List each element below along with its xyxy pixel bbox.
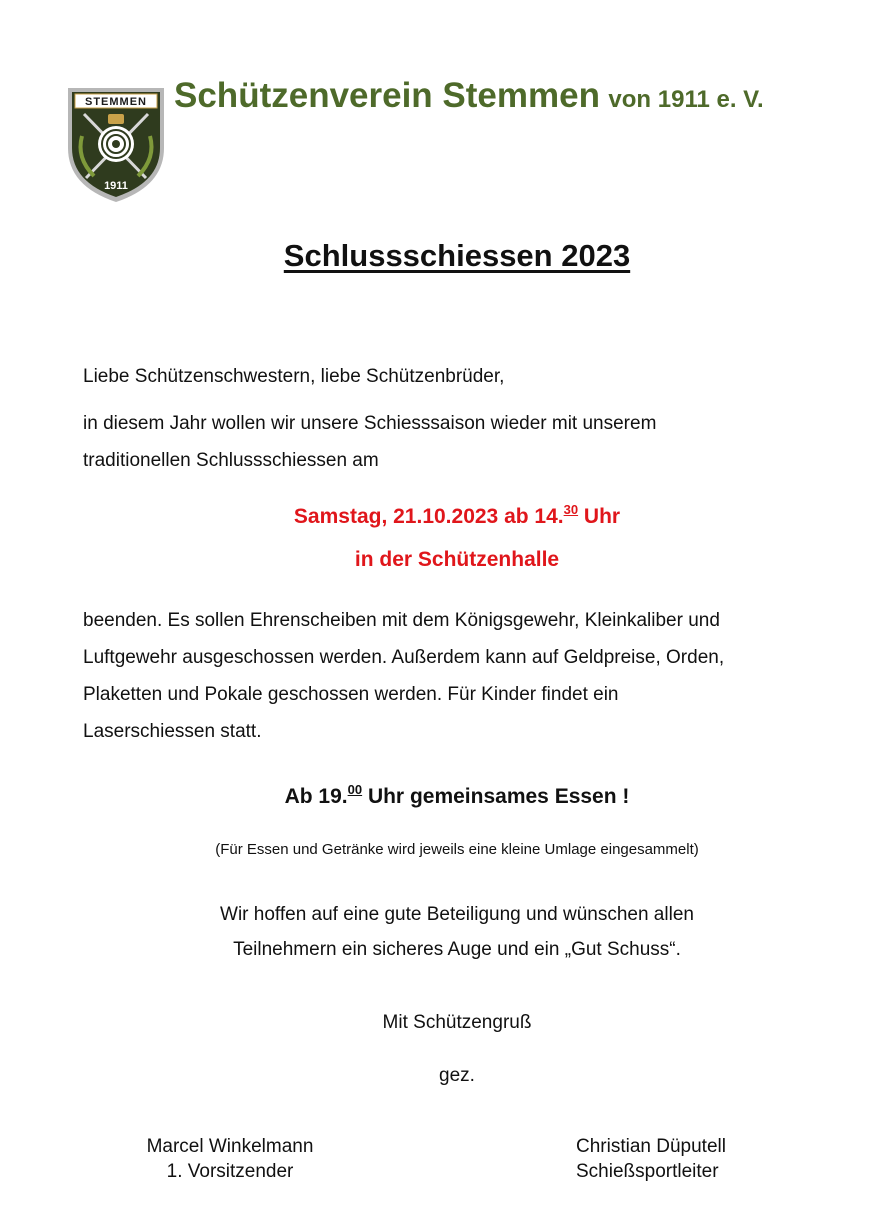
details-line: Laserschiessen statt.: [83, 721, 262, 742]
event-place: in der Schützenhalle: [354, 548, 560, 571]
club-name: [174, 76, 764, 116]
signature-role: Schießsportleiter: [576, 1161, 719, 1182]
signature-name: Christian Düputell: [576, 1136, 726, 1157]
wish-paragraph: [0, 897, 884, 967]
logo-top-text: STEMMEN: [85, 96, 147, 108]
event-time-suffix: Uhr: [578, 505, 621, 528]
cost-note: (Für Essen und Getränke wird jeweils eine kleine Umlage eingesammelt): [215, 841, 699, 858]
wish-line: Teilnehmern ein sicheres Auge und ein „Gut Schuss“.: [233, 939, 681, 960]
signature-name: Marcel Winkelmann: [146, 1136, 314, 1157]
signed-marker: gez.: [439, 1065, 475, 1086]
details-line: Plaketten und Pokale geschossen werden. Für Kinder findet ein: [83, 684, 619, 705]
club-logo: [66, 86, 166, 204]
club-name-suffix: von 1911 e. V.: [608, 86, 764, 113]
intro-line: in diesem Jahr wollen wir unsere Schiesssaison wieder mit unserem: [83, 413, 657, 434]
details-line: beenden. Es sollen Ehrenscheiben mit dem Königsgewehr, Kleinkaliber und: [83, 610, 720, 631]
dinner-announcement: [0, 782, 884, 809]
page-title: Schlussschiessen 2023: [283, 238, 631, 273]
details-line: Luftgewehr ausgeschossen werden. Außerdem kann auf Geldpreise, Orden,: [83, 647, 725, 668]
signature-right: [576, 1134, 726, 1184]
dinner-suffix: Uhr gemeinsames Essen !: [362, 785, 630, 808]
intro-paragraph: [83, 405, 656, 479]
shooting-club-crest-icon: [66, 86, 166, 204]
event-time-minutes: 30: [563, 502, 579, 517]
event-date-prefix: Samstag, 21.10.2023 ab 14.: [293, 505, 564, 528]
signature-left: [135, 1134, 325, 1184]
dinner-minutes: 00: [347, 782, 363, 797]
signature-role: 1. Vorsitzender: [166, 1161, 294, 1182]
greeting: Liebe Schützenschwestern, liebe Schützenbrüder,: [83, 366, 505, 387]
wish-line: Wir hoffen auf eine gute Beteiligung und wünschen allen: [220, 904, 694, 925]
dinner-prefix: Ab 19.: [284, 785, 348, 808]
intro-line: traditionellen Schlussschiessen am: [83, 450, 379, 471]
details-paragraph: [83, 602, 724, 750]
event-date: [0, 502, 884, 529]
logo-year: 1911: [104, 180, 128, 192]
closing-regards: Mit Schützengruß: [382, 1012, 532, 1033]
club-name-main: Schützenverein Stemmen: [174, 76, 600, 115]
